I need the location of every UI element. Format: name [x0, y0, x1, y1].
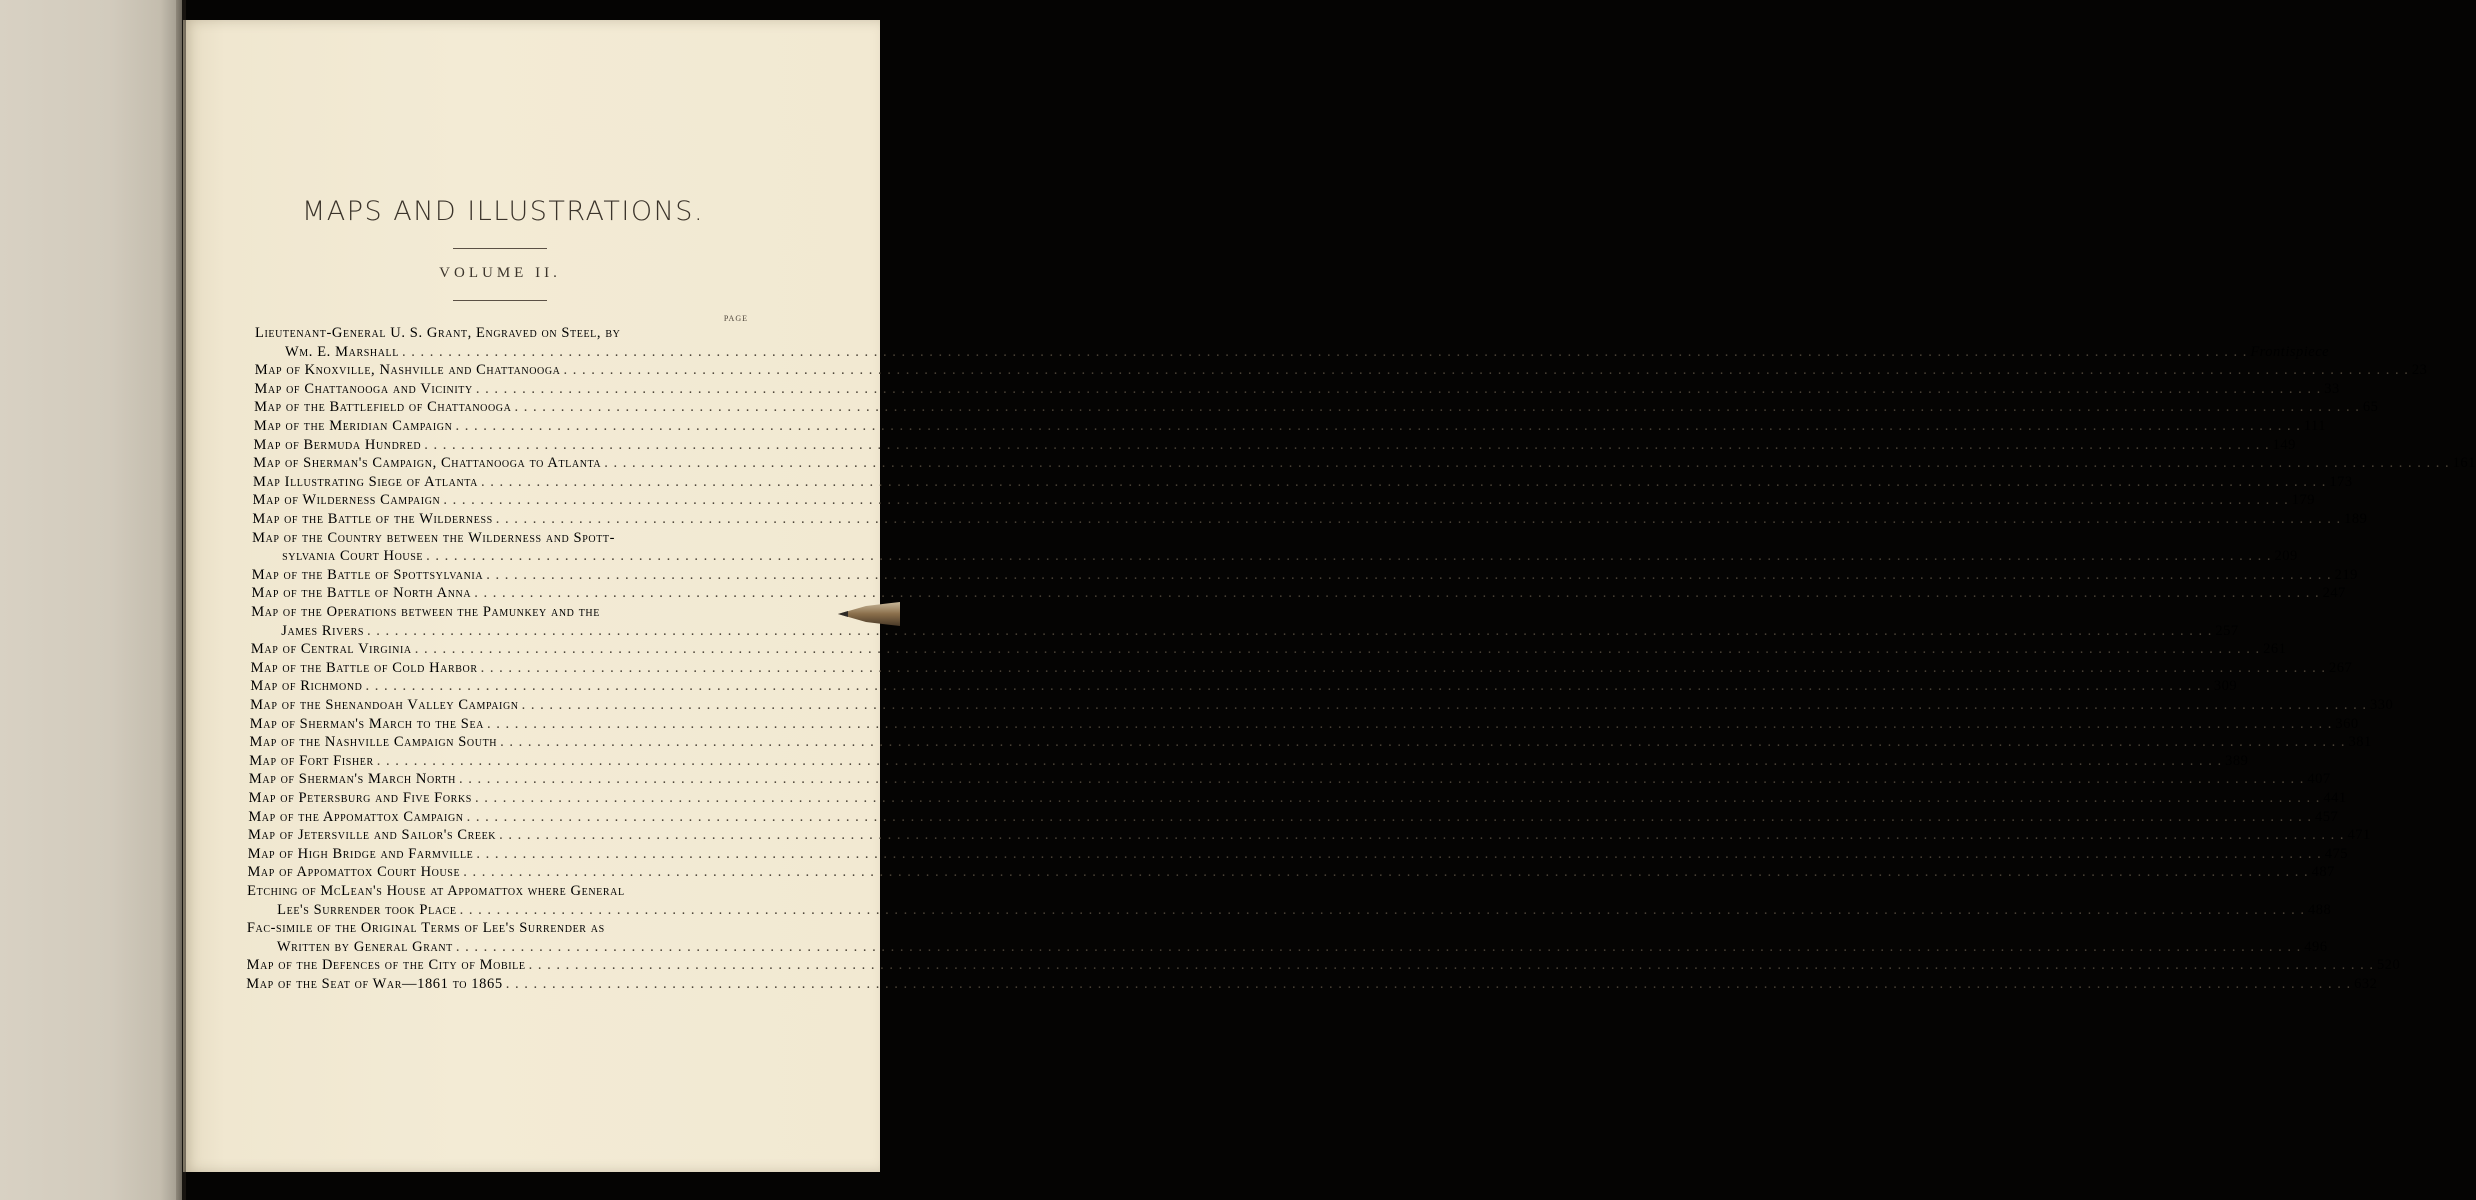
dot-leader: . . . . . . . . . . . . . . . . . . . . . . . . . . . . . . . . . . . . . . . . . . . . . . . . . . . . . . . . . . . . . . . . . . . . . . . . . . . . . . . . . . . . . . . . . . . . . . . . . . . . . . . . . . . . . . . . . . . . . . . . . . . . . . . . . . . . . . . . . . . . . . . . . . . . . . . . . . . . . . . . . . . . . . . . . . . . . . . . . . . . . . . . . . . . . . . . . . . . . . . .	[475, 380, 2322, 397]
dot-leader: . . . . . . . . . . . . . . . . . . . . . . . . . . . . . . . . . . . . . . . . . . . . . . . . . . . . . . . . . . . . . . . . . . . . . . . . . . . . . . . . . . . . . . . . . . . . . . . . . . . . . . . . . . . . . . . . . . . . . . . . . . . . . . . . . . . . . . . . . . . . . . . . . . . . . . . . . . . . . . . . . . . . . . . . . . . . . . . . . . . . . . . . . . . . . . . . . . . . . . . .	[528, 957, 2374, 974]
toc-line	[251, 585, 2346, 603]
toc-page-number: 520	[2376, 957, 2401, 974]
dot-leader: . . . . . . . . . . . . . . . . . . . . . . . . . . . . . . . . . . . . . . . . . . . . . . . . . . . . . . . . . . . . . . . . . . . . . . . . . . . . . . . . . . . . . . . . . . . . . . . . . . . . . . . . . . . . . . . . . . . . . . . . . . . . . . . . . . . . . . . . . . . . . . . . . . . . . . . . . . . . . . . . . . . . . . . . . . . . . . . . . . . . . . . . . . . . . . . . . . . . . . . .	[486, 566, 2332, 583]
toc-entry-title: Etching of McLean's House at Appomattox where General	[247, 883, 625, 899]
dot-leader: . . . . . . . . . . . . . . . . . . . . . . . . . . . . . . . . . . . . . . . . . . . . . . . . . . . . . . . . . . . . . . . . . . . . . . . . . . . . . . . . . . . . . . . . . . . . . . . . . . . . . . . . . . . . . . . . . . . . . . . . . . . . . . . . . . . . . . . . . . . . . . . . . . . . . . . . . . . . . . . . . . . . . . . . . . . . . . . . . . . . . . . . . . . . . . . . . . . . . . . .	[505, 976, 2352, 992]
toc-line	[251, 566, 2358, 585]
toc-entry-title: Lieutenant-General U. S. Grant, Engraved on Steel, by	[255, 325, 621, 341]
dot-leader: . . . . . . . . . . . . . . . . . . . . . . . . . . . . . . . . . . . . . . . . . . . . . . . . . . . . . . . . . . . . . . . . . . . . . . . . . . . . . . . . . . . . . . . . . . . . . . . . . . . . . . . . . . . . . . . . . . . . . . . . . . . . . . . . . . . . . . . . . . . . . . . . . . . . . . . . . . . . . . . . . . . . . . . . . . . . . . . . . . . . . . . . . . . . . . . . . . . . . . . .	[487, 715, 2333, 732]
toc-entry-title: Map of Chattanooga and Vicinity	[254, 380, 473, 397]
toc-page-number: 496	[2304, 938, 2328, 955]
toc-entry-title: Map of Petersburg and Five Forks	[248, 790, 472, 806]
toc-line	[254, 380, 2340, 399]
toc-page-number: 189	[2344, 511, 2368, 527]
toc-entry-title: Map of the Country between the Wilderness and Spott-	[252, 529, 616, 546]
toc-line	[253, 418, 2327, 436]
toc-entry-title: Map of the Battle of Cold Harbor	[250, 659, 478, 676]
toc-page-number: 360	[2335, 715, 2359, 732]
dot-leader: . . . . . . . . . . . . . . . . . . . . . . . . . . . . . . . . . . . . . . . . . . . . . . . . . . . . . . . . . . . . . . . . . . . . . . . . . . . . . . . . . . . . . . . . . . . . . . . . . . . . . . . . . . . . . . . . . . . . . . . . . . . . . . . . . . . . . . . . . . . . . . . . . . . . . . . . . . . . . . . . . . . . . . . . . . . . . . . . . . . . . . . . . . . . . . . . . . . . . . . .	[414, 641, 2261, 658]
pencil-tip	[836, 598, 900, 628]
dot-leader: . . . . . . . . . . . . . . . . . . . . . . . . . . . . . . . . . . . . . . . . . . . . . . . . . . . . . . . . . . . . . . . . . . . . . . . . . . . . . . . . . . . . . . . . . . . . . . . . . . . . . . . . . . . . . . . . . . . . . . . . . . . . . . . . . . . . . . . . . . . . . . . . . . . . . . . . . . . . . . . . . . . . . . . . . . . . . . . . . . . . . . . . . . . . . . . . . . . . . . . .	[463, 864, 2309, 881]
toc-entry-title: Map of Appomattox Court House	[247, 864, 461, 881]
toc-entry-title: Lee's Surrender took Place	[277, 901, 457, 918]
left-page-edge	[0, 0, 182, 1200]
volume-heading: VOLUME II.	[439, 265, 561, 281]
toc-page-number: 247	[2322, 585, 2346, 602]
page-column-heading: PAGE	[723, 314, 748, 323]
toc-entry-title: Map of Richmond	[250, 678, 363, 695]
page-title: MAPS AND ILLUSTRATIONS.	[301, 196, 705, 227]
toc-entry-title: Written by General Grant	[276, 938, 453, 955]
toc-page-number: 261	[2263, 641, 2287, 658]
toc-page-number: 632	[2354, 976, 2378, 992]
toc-page-number: 219	[2334, 566, 2358, 583]
toc-entry-title: Map of Sherman's Campaign, Chattanooga to Atlanta	[253, 455, 602, 472]
toc-page-number: 257	[2215, 622, 2239, 639]
toc-entry-title: Map of the Operations between the Pamunkey and the	[251, 604, 600, 620]
toc-entry-title: Map of High Bridge and Farmville	[247, 845, 474, 862]
dot-leader: . . . . . . . . . . . . . . . . . . . . . . . . . . . . . . . . . . . . . . . . . . . . . . . . . . . . . . . . . . . . . . . . . . . . . . . . . . . . . . . . . . . . . . . . . . . . . . . . . . . . . . . . . . . . . . . . . . . . . . . . . . . . . . . . . . . . . . . . . . . . . . . . . . . . . . . . . . . . . . . . . . . . . . . . . . . . . . . . . . . . . . . . . . . . . . . . . . . . . . . .	[466, 808, 2313, 825]
dot-leader: . . . . . . . . . . . . . . . . . . . . . . . . . . . . . . . . . . . . . . . . . . . . . . . . . . . . . . . . . . . . . . . . . . . . . . . . . . . . . . . . . . . . . . . . . . . . . . . . . . . . . . . . . . . . . . . . . . . . . . . . . . . . . . . . . . . . . . . . . . . . . . . . . . . . . . . . . . . . . . . . . . . . . . . . . . . . . . . . . . . . . . . . . . . . . . . . . . . . . . . .	[455, 418, 2301, 434]
toc-line	[253, 436, 2296, 455]
toc-page-number: 111	[2303, 418, 2327, 434]
toc-entry-title: James Rivers	[281, 622, 365, 639]
dot-leader: . . . . . . . . . . . . . . . . . . . . . . . . . . . . . . . . . . . . . . . . . . . . . . . . . . . . . . . . . . . . . . . . . . . . . . . . . . . . . . . . . . . . . . . . . . . . . . . . . . . . . . . . . . . . . . . . . . . . . . . . . . . . . . . . . . . . . . . . . . . . . . . . . . . . . . . . . . . . . . . . . . . . . . . . . . . . . . . . . . . . . . . . . . . . . . . . . . . . . . . .	[480, 659, 2327, 676]
toc-page-number: 330	[2370, 697, 2394, 713]
toc-line	[277, 901, 2332, 920]
toc-page-number: 457	[2315, 808, 2339, 825]
toc-line	[250, 659, 2353, 678]
toc-entry-title: Map of the Defences of the City of Mobile	[246, 957, 526, 974]
toc-line	[252, 473, 2353, 492]
toc-page-number: 267	[2329, 659, 2353, 676]
toc-page-number: Frontispiece	[2250, 343, 2330, 360]
toc-page-number: 441	[2323, 790, 2347, 806]
dot-leader: . . . . . . . . . . . . . . . . . . . . . . . . . . . . . . . . . . . . . . . . . . . . . . . . . . . . . . . . . . . . . . . . . . . . . . . . . . . . . . . . . . . . . . . . . . . . . . . . . . . . . . . . . . . . . . . . . . . . . . . . . . . . . . . . . . . . . . . . . . . . . . . . . . . . . . . . . . . . . . . . . . . . . . . . . . . . . . . . . . . . . . . . . . . . . . . . . . . . . . . .	[521, 697, 2368, 713]
toc-entry-title: Map of the Battle of the Wilderness	[252, 511, 493, 527]
toc-entry-title: Map Illustrating Siege of Atlanta	[252, 473, 479, 490]
dot-leader: . . . . . . . . . . . . . . . . . . . . . . . . . . . . . . . . . . . . . . . . . . . . . . . . . . . . . . . . . . . . . . . . . . . . . . . . . . . . . . . . . . . . . . . . . . . . . . . . . . . . . . . . . . . . . . . . . . . . . . . . . . . . . . . . . . . . . . . . . . . . . . . . . . . . . . . . . . . . . . . . . . . . . . . . . . . . . . . . . . . . . . . . . . . . . . . . . . . . . . . .	[563, 362, 2409, 379]
toc-entry-title: Map of Fort Fisher	[249, 752, 374, 769]
dot-leader: . . . . . . . . . . . . . . . . . . . . . . . . . . . . . . . . . . . . . . . . . . . . . . . . . . . . . . . . . . . . . . . . . . . . . . . . . . . . . . . . . . . . . . . . . . . . . . . . . . . . . . . . . . . . . . . . . . . . . . . . . . . . . . . . . . . . . . . . . . . . . . . . . . . . . . . . . . . . . . . . . . . . . . . . . . . . . . . . . . . . . . . . . . . . . . . . . . . . . . . .	[476, 845, 2322, 862]
toc-entry-title: Map of Sherman's March to the Sea	[249, 715, 485, 732]
book-gutter	[176, 0, 186, 1200]
toc-page-number: 33	[2324, 380, 2340, 397]
toc-page-number: 23	[2411, 362, 2428, 379]
title-rule-top	[453, 248, 547, 249]
toc-entry-title: Map of the Meridian Campaign	[253, 418, 453, 434]
toc-line	[252, 511, 2368, 529]
toc-line	[281, 622, 2239, 641]
toc-page-number: 487	[2311, 864, 2335, 881]
dot-leader: . . . . . . . . . . . . . . . . . . . . . . . . . . . . . . . . . . . . . . . . . . . . . . . . . . . . . . . . . . . . . . . . . . . . . . . . . . . . . . . . . . . . . . . . . . . . . . . . . . . . . . . . . . . . . . . . . . . . . . . . . . . . . . . . . . . . . . . . . . . . . . . . . . . . . . . . . . . . . . . . . . . . . . . . . . . . . . . . . . . . . . . . . . . . . . . . . . . . . . . .	[474, 790, 2321, 806]
toc-line	[248, 808, 2339, 827]
toc-entry-title: Map of the Seat of War—1861 to 1865	[246, 976, 503, 992]
toc-entry-title: Map of Sherman's March North	[248, 771, 456, 788]
toc-line	[255, 325, 747, 343]
toc-line	[254, 399, 2379, 417]
toc-page-number: 209	[2274, 548, 2298, 565]
toc-line	[249, 734, 2372, 752]
toc-line	[250, 678, 2238, 696]
toc-line	[246, 957, 2401, 975]
toc-line	[252, 492, 2315, 510]
toc-page-number: 389	[2225, 752, 2249, 769]
toc-entry-title: sylvania Court House	[282, 548, 424, 565]
toc-entry-title: Map of Wilderness Campaign	[252, 492, 441, 509]
dot-leader: . . . . . . . . . . . . . . . . . . . . . . . . . . . . . . . . . . . . . . . . . . . . . . . . . . . . . . . . . . . . . . . . . . . . . . . . . . . . . . . . . . . . . . . . . . . . . . . . . . . . . . . . . . . . . . . . . . . . . . . . . . . . . . . . . . . . . . . . . . . . . . . . . . . . . . . . . . . . . . . . . . . . . . . . . . . . . . . . . . . . . . . . . . . . . . . . . . . . . . . .	[500, 734, 2346, 751]
dot-leader: . . . . . . . . . . . . . . . . . . . . . . . . . . . . . . . . . . . . . . . . . . . . . . . . . . . . . . . . . . . . . . . . . . . . . . . . . . . . . . . . . . . . . . . . . . . . . . . . . . . . . . . . . . . . . . . . . . . . . . . . . . . . . . . . . . . . . . . . . . . . . . . . . . . . . . . . . . . . . . . . . . . . . . . . . . . . . . . . . . . . . . . . . . . . . . . . . . . . . . . .	[365, 678, 2211, 695]
toc-page-number: 65	[2362, 399, 2379, 416]
toc-page-number: 173	[2329, 473, 2353, 490]
toc-line	[249, 752, 2249, 771]
dot-leader: . . . . . . . . . . . . . . . . . . . . . . . . . . . . . . . . . . . . . . . . . . . . . . . . . . . . . . . . . . . . . . . . . . . . . . . . . . . . . . . . . . . . . . . . . . . . . . . . . . . . . . . . . . . . . . . . . . . . . . . . . . . . . . . . . . . . . . . . . . . . . . . . . . . . . . . . . . . . . . . . . . . . . . . . . . . . . . . . . . . . . . . . . . . . . . . . . . . . . . . .	[499, 827, 2345, 844]
dot-leader: . . . . . . . . . . . . . . . . . . . . . . . . . . . . . . . . . . . . . . . . . . . . . . . . . . . . . . . . . . . . . . . . . . . . . . . . . . . . . . . . . . . . . . . . . . . . . . . . . . . . . . . . . . . . . . . . . . . . . . . . . . . . . . . . . . . . . . . . . . . . . . . . . . . . . . . . . . . . . . . . . . . . . . . . . . . . . . . . . . . . . . . . . . . . . . . . . . . . . . . .	[426, 548, 2272, 565]
dot-leader: . . . . . . . . . . . . . . . . . . . . . . . . . . . . . . . . . . . . . . . . . . . . . . . . . . . . . . . . . . . . . . . . . . . . . . . . . . . . . . . . . . . . . . . . . . . . . . . . . . . . . . . . . . . . . . . . . . . . . . . . . . . . . . . . . . . . . . . . . . . . . . . . . . . . . . . . . . . . . . . . . . . . . . . . . . . . . . . . . . . . . . . . . . . . . . . . . . . . . . . .	[495, 511, 2342, 527]
toc-page-number: 475	[2324, 845, 2349, 862]
toc-line	[250, 641, 2287, 659]
dot-leader: . . . . . . . . . . . . . . . . . . . . . . . . . . . . . . . . . . . . . . . . . . . . . . . . . . . . . . . . . . . . . . . . . . . . . . . . . . . . . . . . . . . . . . . . . . . . . . . . . . . . . . . . . . . . . . . . . . . . . . . . . . . . . . . . . . . . . . . . . . . . . . . . . . . . . . . . . . . . . . . . . . . . . . . . . . . . . . . . . . . . . . . . . . . . . . . . . . . . . . . .	[474, 585, 2320, 602]
toc-page-number: 309	[2213, 678, 2238, 695]
dot-leader: . . . . . . . . . . . . . . . . . . . . . . . . . . . . . . . . . . . . . . . . . . . . . . . . . . . . . . . . . . . . . . . . . . . . . . . . . . . . . . . . . . . . . . . . . . . . . . . . . . . . . . . . . . . . . . . . . . . . . . . . . . . . . . . . . . . . . . . . . . . . . . . . . . . . . . . . . . . . . . . . . . . . . . . . . . . . . . . . . . . . . . . . . . . . . . . . . . . . . . . .	[376, 752, 2223, 769]
toc-line	[276, 938, 2328, 957]
dot-leader: . . . . . . . . . . . . . . . . . . . . . . . . . . . . . . . . . . . . . . . . . . . . . . . . . . . . . . . . . . . . . . . . . . . . . . . . . . . . . . . . . . . . . . . . . . . . . . . . . . . . . . . . . . . . . . . . . . . . . . . . . . . . . . . . . . . . . . . . . . . . . . . . . . . . . . . . . . . . . . . . . . . . . . . . . . . . . . . . . . . . . . . . . . . . . . . . . . . . . . . .	[401, 343, 2248, 360]
toc-line	[246, 976, 2378, 994]
toc-entry-title: Map of the Battlefield of Chattanooga	[254, 399, 512, 416]
dot-leader: . . . . . . . . . . . . . . . . . . . . . . . . . . . . . . . . . . . . . . . . . . . . . . . . . . . . . . . . . . . . . . . . . . . . . . . . . . . . . . . . . . . . . . . . . . . . . . . . . . . . . . . . . . . . . . . . . . . . . . . . . . . . . . . . . . . . . . . . . . . . . . . . . . . . . . . . . . . . . . . . . . . . . . . . . . . . . . . . . . . . . . . . . . . . . . . . . . . . . . . .	[514, 399, 2360, 416]
toc-entry-title: Map of Jetersville and Sailor's Creek	[248, 827, 497, 844]
toc-entry-title: Map of the Battle of Spottsylvania	[251, 566, 484, 583]
toc-entry-title: Map of the Appomattox Campaign	[248, 808, 464, 825]
toc-entry-title: Map of the Nashville Campaign South	[249, 734, 498, 751]
toc-line	[247, 883, 741, 901]
dot-leader: . . . . . . . . . . . . . . . . . . . . . . . . . . . . . . . . . . . . . . . . . . . . . . . . . . . . . . . . . . . . . . . . . . . . . . . . . . . . . . . . . . . . . . . . . . . . . . . . . . . . . . . . . . . . . . . . . . . . . . . . . . . . . . . . . . . . . . . . . . . . . . . . . . . . . . . . . . . . . . . . . . . . . . . . . . . . . . . . . . . . . . . . . . . . . . . . . . . . . . . .	[459, 901, 2305, 918]
dot-leader: . . . . . . . . . . . . . . . . . . . . . . . . . . . . . . . . . . . . . . . . . . . . . . . . . . . . . . . . . . . . . . . . . . . . . . . . . . . . . . . . . . . . . . . . . . . . . . . . . . . . . . . . . . . . . . . . . . . . . . . . . . . . . . . . . . . . . . . . . . . . . . . . . . . . . . . . . . . . . . . . . . . . . . . . . . . . . . . . . . . . . . . . . . . . . . . . . . . . . . . .	[367, 622, 2213, 639]
toc-page-number: 471	[2347, 827, 2371, 844]
dot-leader: . . . . . . . . . . . . . . . . . . . . . . . . . . . . . . . . . . . . . . . . . . . . . . . . . . . . . . . . . . . . . . . . . . . . . . . . . . . . . . . . . . . . . . . . . . . . . . . . . . . . . . . . . . . . . . . . . . . . . . . . . . . . . . . . . . . . . . . . . . . . . . . . . . . . . . . . . . . . . . . . . . . . . . . . . . . . . . . . . . . . . . . . . . . . . . . . . . . . . . . .	[455, 938, 2302, 955]
toc-line	[248, 790, 2347, 808]
toc-line	[247, 845, 2349, 864]
toc-line	[248, 827, 2371, 845]
toc-entry-title: Wm. E. Marshall	[285, 343, 399, 360]
toc-line	[252, 530, 745, 548]
toc-entry-title: Map of Bermuda Hundred	[253, 436, 422, 453]
toc-page-number: 149	[2272, 436, 2296, 453]
dot-leader: . . . . . . . . . . . . . . . . . . . . . . . . . . . . . . . . . . . . . . . . . . . . . . . . . . . . . . . . . . . . . . . . . . . . . . . . . . . . . . . . . . . . . . . . . . . . . . . . . . . . . . . . . . . . . . . . . . . . . . . . . . . . . . . . . . . . . . . . . . . . . . . . . . . . . . . . . . . . . . . . . . . . . . . . . . . . . . . . . . . . . . . . . . . . . . . . . . . . . . . .	[481, 473, 2327, 490]
toc-page-number: 488	[2307, 901, 2332, 918]
dot-leader: . . . . . . . . . . . . . . . . . . . . . . . . . . . . . . . . . . . . . . . . . . . . . . . . . . . . . . . . . . . . . . . . . . . . . . . . . . . . . . . . . . . . . . . . . . . . . . . . . . . . . . . . . . . . . . . . . . . . . . . . . . . . . . . . . . . . . . . . . . . . . . . . . . . . . . . . . . . . . . . . . . . . . . . . . . . . . . . . . . . . . . . . . . . . . . . . . . . . . . . .	[424, 436, 2270, 453]
toc-page-number: 179	[2291, 492, 2315, 509]
title-rule-bottom	[453, 300, 547, 301]
toc-page-number: 407	[2307, 771, 2331, 788]
toc-line	[247, 920, 741, 938]
toc-line	[285, 343, 2330, 362]
toc-page-number: 381	[2348, 734, 2372, 751]
toc-entry-title: Fac-simile of the Original Terms of Lee's Surrender as	[246, 920, 605, 937]
dot-leader: . . . . . . . . . . . . . . . . . . . . . . . . . . . . . . . . . . . . . . . . . . . . . . . . . . . . . . . . . . . . . . . . . . . . . . . . . . . . . . . . . . . . . . . . . . . . . . . . . . . . . . . . . . . . . . . . . . . . . . . . . . . . . . . . . . . . . . . . . . . . . . . . . . . . . . . . . . . . . . . . . . . . . . . . . . . . . . . . . . . . . . . . . . . . . . . . . . . . . . . .	[604, 455, 2450, 472]
toc-entry-title: Map of Central Virginia	[250, 641, 412, 658]
toc-line	[254, 362, 2428, 380]
toc-line	[251, 604, 744, 622]
toc-line	[249, 715, 2359, 734]
toc-page-number: 161	[2452, 455, 2476, 472]
toc-entry-title: Map of the Shenandoah Valley Campaign	[250, 697, 519, 713]
toc-line	[282, 548, 2298, 566]
toc-entry-title: Map of the Battle of North Anna	[251, 585, 472, 602]
dot-leader: . . . . . . . . . . . . . . . . . . . . . . . . . . . . . . . . . . . . . . . . . . . . . . . . . . . . . . . . . . . . . . . . . . . . . . . . . . . . . . . . . . . . . . . . . . . . . . . . . . . . . . . . . . . . . . . . . . . . . . . . . . . . . . . . . . . . . . . . . . . . . . . . . . . . . . . . . . . . . . . . . . . . . . . . . . . . . . . . . . . . . . . . . . . . . . . . . . . . . . . .	[459, 771, 2305, 788]
toc-line	[253, 455, 2476, 473]
dot-leader: . . . . . . . . . . . . . . . . . . . . . . . . . . . . . . . . . . . . . . . . . . . . . . . . . . . . . . . . . . . . . . . . . . . . . . . . . . . . . . . . . . . . . . . . . . . . . . . . . . . . . . . . . . . . . . . . . . . . . . . . . . . . . . . . . . . . . . . . . . . . . . . . . . . . . . . . . . . . . . . . . . . . . . . . . . . . . . . . . . . . . . . . . . . . . . . . . . . . . . . .	[443, 492, 2289, 509]
toc-line	[247, 864, 2335, 882]
toc-line	[250, 697, 2394, 715]
toc-line	[248, 771, 2331, 789]
toc-entry-title: Map of Knoxville, Nashville and Chattanooga	[254, 362, 561, 379]
